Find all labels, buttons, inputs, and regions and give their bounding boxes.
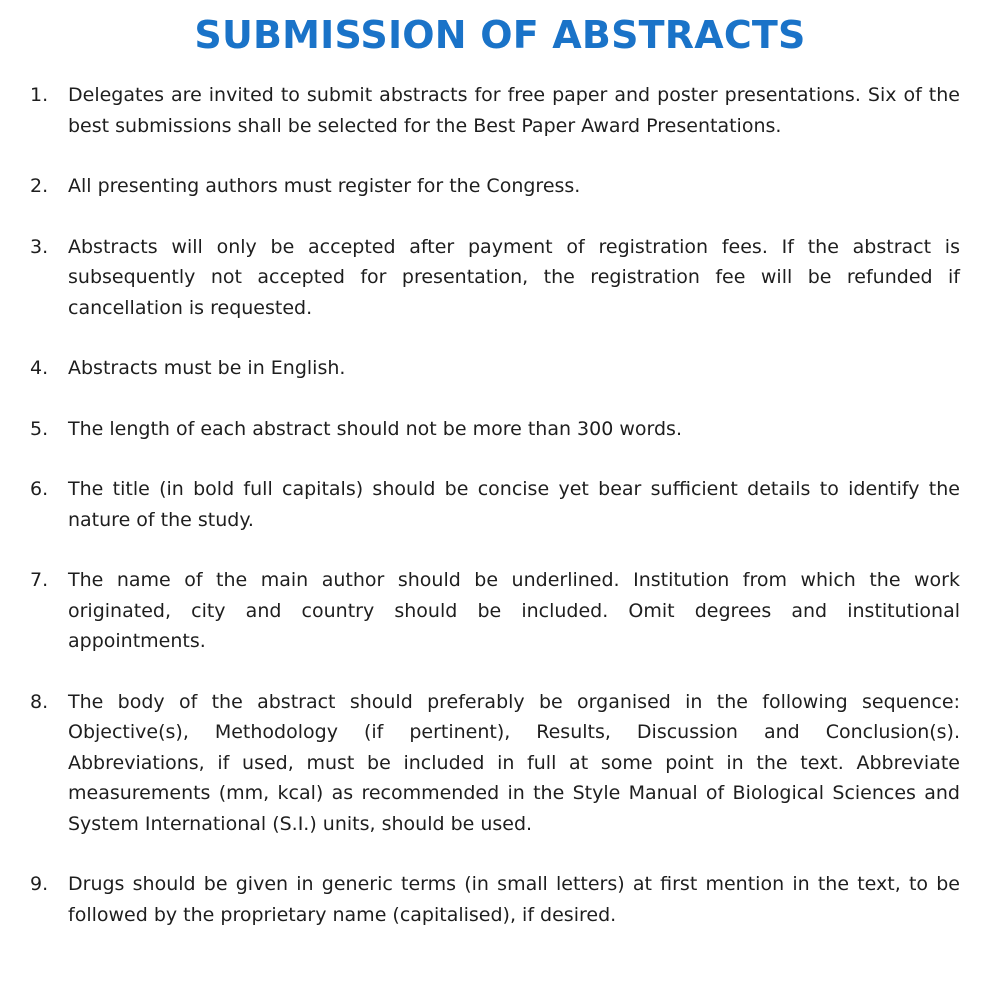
item-text: Drugs should be given in generic terms (in small letters) at first mention in the text, to be followed by the proprietary name (capitalised), if desired.: [68, 873, 960, 926]
item-number: 2.: [30, 175, 49, 197]
list-item: [0, 474, 1000, 535]
item-number: 1.: [30, 84, 49, 106]
submission-rules-list: [0, 80, 1000, 960]
item-number: 5.: [30, 417, 49, 440]
item-text: All presenting authors must register for the Congress.: [68, 175, 581, 197]
item-number: 8.: [30, 690, 49, 713]
item-number: 4.: [30, 357, 49, 379]
list-item: [0, 687, 1000, 840]
item-text: The length of each abstract should not be more than 300 words.: [68, 417, 682, 440]
list-item: [0, 232, 1000, 324]
list-item: [0, 80, 1000, 141]
item-number: 9.: [30, 873, 49, 895]
item-number: 7.: [30, 569, 49, 591]
item-text: The title (in bold full capitals) should be concise yet bear sufficient details to identify the nature of the study.: [68, 478, 960, 531]
item-text: The name of the main author should be underlined. Institution from which the work originated, city and country should be included. Omit degrees and institutional appointments.: [68, 569, 960, 652]
item-text: Delegates are invited to submit abstracts for free paper and poster presentations. Six of the best submissions shall be selected for the Best Paper Award Presentations.: [68, 84, 960, 137]
list-item: [0, 869, 1000, 930]
list-item: [0, 414, 1000, 445]
list-item: [0, 353, 1000, 384]
item-text: Abstracts will only be accepted after payment of registration fees. If the abstract is subsequently not accepted for presentation, the registration fee will be refunded if cancellation is requested.: [68, 235, 960, 319]
item-number: 6.: [30, 478, 49, 500]
item-text: The body of the abstract should preferably be organised in the following sequence: Objective(s), Methodology (if pertinent), Results, Discussion and Conclusion(s). Abbreviations, if used, must be included in full at some point in the text. Abbreviate measurements (mm, kcal) as recommended in the Style Manual of Biological Sciences and System International (S.I.) units, should be used.: [68, 690, 960, 835]
list-item: [0, 171, 1000, 202]
item-text: Abstracts must be in English.: [68, 357, 346, 379]
page-title: SUBMISSION OF ABSTRACTS: [194, 13, 806, 57]
list-item: [0, 565, 1000, 657]
item-number: 3.: [30, 235, 49, 258]
